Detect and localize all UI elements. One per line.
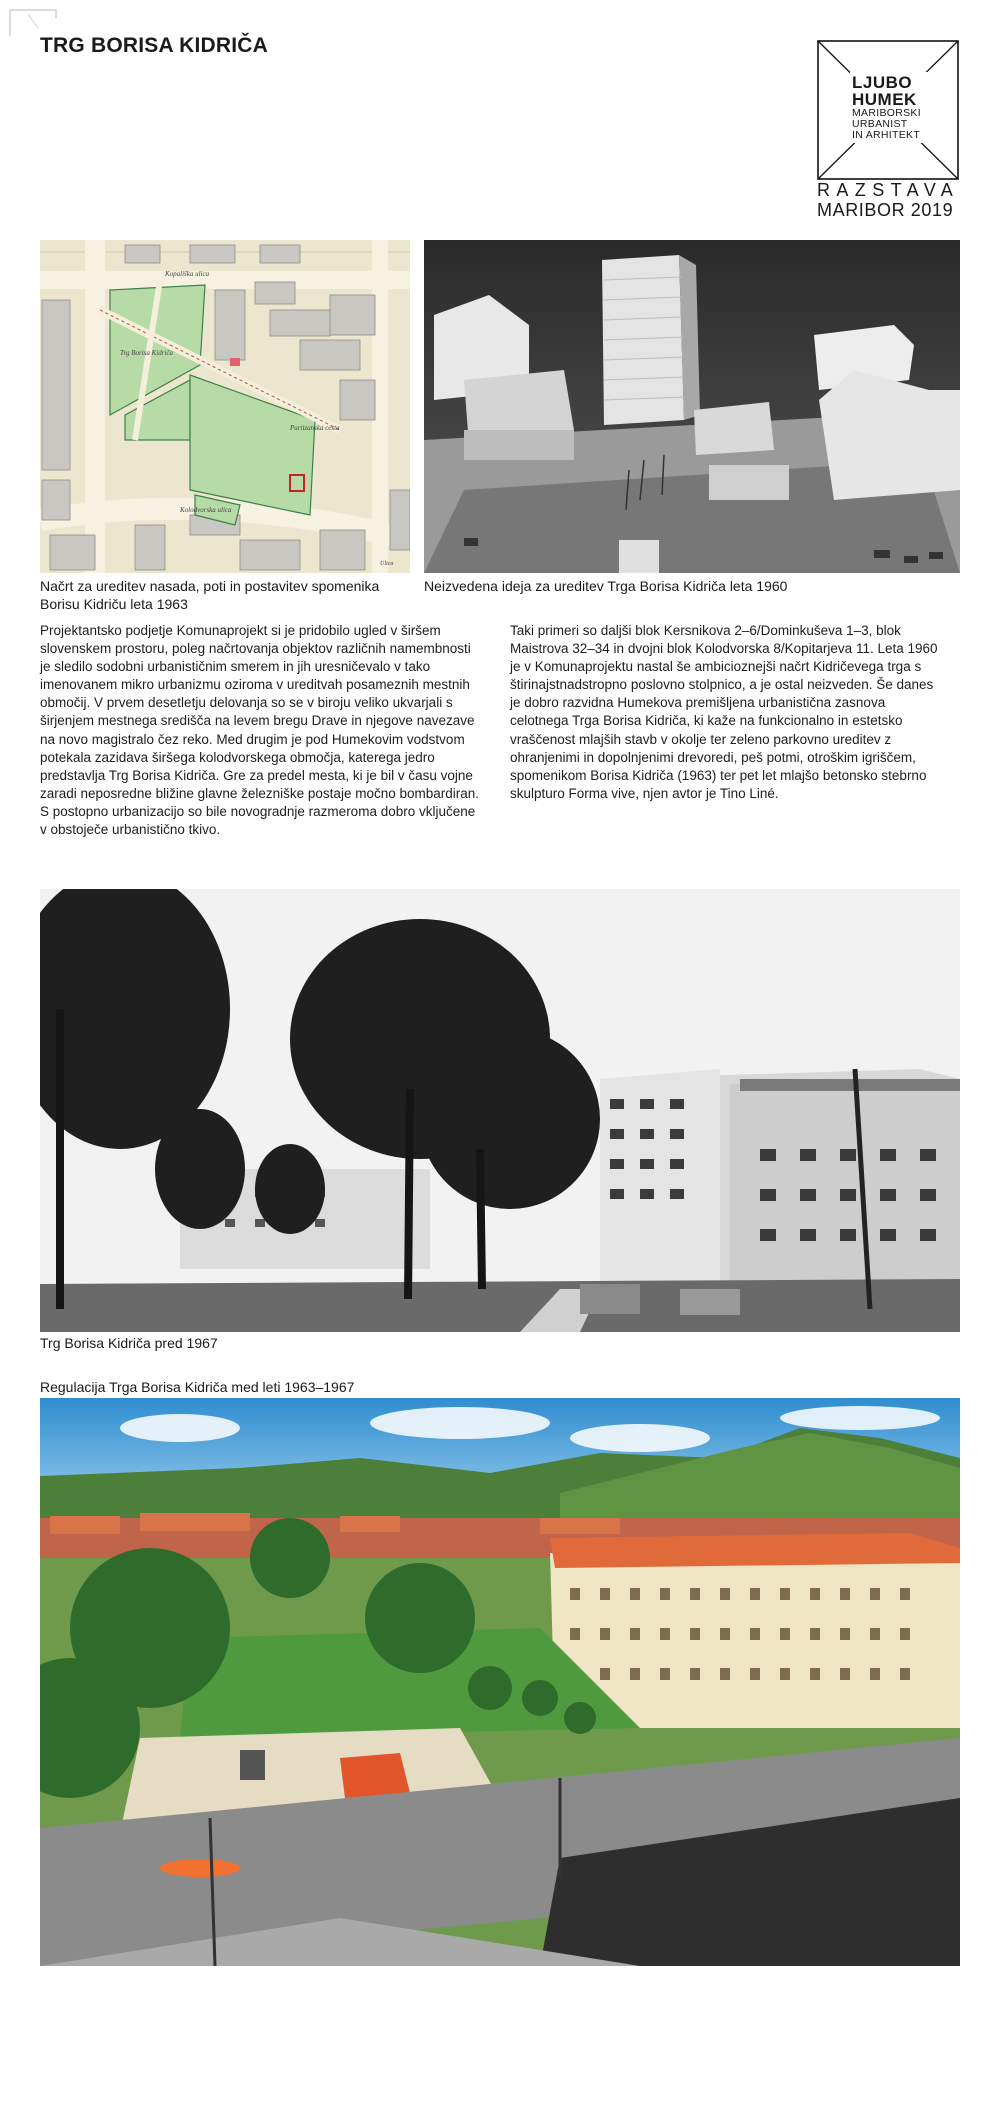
plan-drawing-image: [40, 240, 410, 573]
model-photo-image: [424, 240, 960, 573]
logo-line-1: LJUBO: [852, 73, 913, 92]
photo-color-caption: Regulacija Trga Borisa Kidriča med leti 1963–1967: [40, 1379, 355, 1395]
logo-line-5: IN ARHITEKT: [852, 129, 921, 142]
model-caption: Neizvedena ideja za ureditev Trga Borisa Kidriča leta 1960: [424, 578, 788, 594]
square-photo-color-image: [40, 1398, 960, 1966]
plan-street-label-3: Kolodvorska ulica: [180, 506, 232, 514]
plan-square-label: Trg Borisa Kidriča: [120, 349, 174, 357]
body-text-left: [40, 622, 482, 839]
logo-line-2: HUMEK: [852, 90, 917, 109]
plan-street-label-1: Kopališka ulica: [165, 270, 210, 278]
photo-bw-caption: Trg Borisa Kidriča pred 1967: [40, 1335, 218, 1351]
logo-line-4: URBANIST: [852, 118, 908, 131]
body-paragraph-left: Projektantsko podjetje Komunaprojekt si je pridobilo ugled v širšem slovenskem prostoru, poleg načrtovanja objektov različnih namembnosti je sledilo sodobni urbanističnim smerem in jih uresničevalo v tako imenovanem mikro urbanizmu oziroma v ureditvah posameznih mestnih območij. V prvem desetletju delovanja so se v biroju veliko ukvarjali s širjenjem mestnega središča na levem bregu Drave in njegove navezave na novo magistralo čez reko. Med drugim je pod Humekovim vodstvom potekala zazidava širšega kolodvorskega območja, katerega jedro predstavlja Trg Borisa Kidriča. Gre za predel mesta, ki je bil v času vojne zaradi neposredne bližine glavne železniške postaje močno bombardiran. S postopno urbanizacijo so bile novogradnje razmeroma dobro vključene v obstoječe urbanistično tkivo.: [40, 623, 480, 838]
body-paragraph-right: Taki primeri so daljši blok Kersnikova 2–6/Dominkuševa 1–3, blok Maistrova 32–34 in dvojni blok Kolodvorska 8/Kopitarjeva 11. Leta 1960 je v Komunaprojektu nastal še ambicioznejši načrt Kidričevega trga s štirinajstnadstropno poslovno stolpnico, a je ostal neizveden. Še danes je dobro razvidna Humekova premišljena urbanistična zasnova celotnega Trga Borisa Kidriča, ki kaže na funkcionalno in estetsko vraščenost mlajših stavb v okolje ter zeleno parkovno ureditev z ohranjenimi in dopolnjenimi drevoredi, peš potmi, otroškim igriščem, spomenikom Borisa Kidriča (1963) ter pet let mlajšo betonsko stebrno skulpturo Forma vive, njen avtor je Tino Liné.: [510, 623, 938, 801]
exhibition-logo: [850, 72, 932, 143]
page-title: TRG BORISA KIDRIČA: [40, 34, 268, 57]
plan-street-label-2: Partizanska cesta: [290, 424, 340, 432]
plan-caption: Načrt za ureditev nasada, poti in postavitev spomenika Borisu Kidriču leta 1963: [40, 578, 380, 612]
body-text-right: [510, 622, 942, 803]
logo-place-year: MARIBOR 2019: [817, 200, 954, 220]
logo-exhibition-label: RAZSTAVA: [817, 180, 960, 200]
logo-line-3: MARIBORSKI: [852, 107, 921, 119]
plan-street-label-4: Ulica: [380, 561, 394, 567]
square-photo-bw-image: [40, 889, 960, 1332]
